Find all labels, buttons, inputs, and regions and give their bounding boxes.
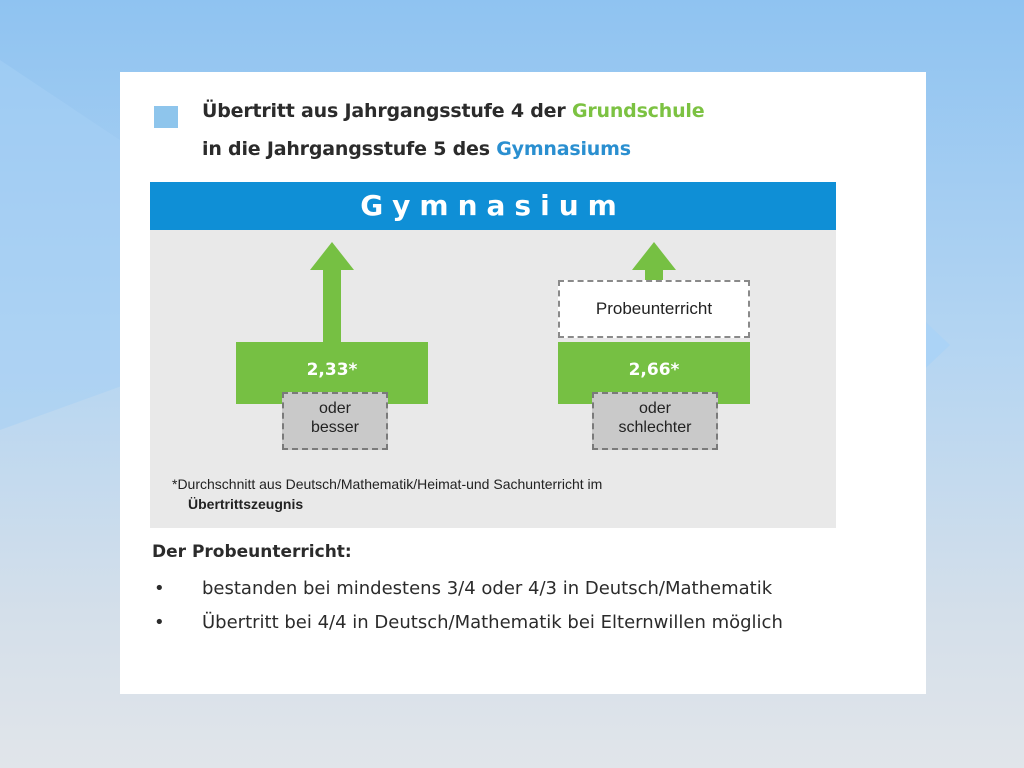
left-arrow-shaft (323, 268, 341, 344)
diagram-footnote (172, 474, 602, 514)
probeunterricht-title: Der Probeunterricht: (152, 542, 352, 562)
right-condition-box (592, 392, 718, 450)
gymnasium-banner-title: Gymnasium (360, 189, 626, 222)
heading-line-2-text: in die Jahrgangsstufe 5 des (202, 138, 497, 160)
footnote-line-2: Übertrittszeugnis (188, 496, 304, 512)
slide-card (120, 72, 926, 694)
list-item-text: bestanden bei mindestens 3/4 oder 4/3 in Deutsch/Mathematik (202, 578, 773, 599)
left-arrow-head-icon (310, 242, 354, 270)
heading-line-2 (202, 138, 631, 160)
heading-grundschule: Grundschule (571, 100, 705, 122)
right-arrow-head-icon (632, 242, 676, 270)
bullet-icon: • (154, 578, 165, 599)
gymnasium-banner (150, 182, 836, 230)
probeunterricht-box (558, 280, 750, 338)
heading-gymnasiums: Gymnasiums (496, 138, 631, 160)
heading-line-1 (202, 100, 704, 122)
probeunterricht-label: Probeunterricht (595, 299, 713, 318)
bullet-icon: • (154, 612, 165, 633)
heading-square-icon (154, 106, 178, 128)
list-item (152, 608, 822, 638)
list-item (152, 574, 882, 604)
left-condition-box (282, 392, 388, 450)
left-grade-value: 2,33* (306, 360, 358, 380)
right-condition-line-2: schlechter (618, 419, 692, 436)
left-condition-line-2: besser (310, 419, 360, 436)
footnote-line-1: *Durchschnitt aus Deutsch/Mathematik/Heimat-und Sachunterricht im (172, 476, 603, 492)
probeunterricht-list (152, 574, 882, 638)
left-condition-line-1: oder (318, 400, 352, 417)
right-condition-line-1: oder (638, 400, 672, 417)
list-item-text: Übertritt bei 4/4 in Deutsch/Mathematik bei Elternwillen möglich (202, 612, 783, 633)
right-grade-value: 2,66* (628, 360, 680, 380)
heading-line-1-text: Übertritt aus Jahrgangsstufe 4 der (202, 100, 572, 122)
